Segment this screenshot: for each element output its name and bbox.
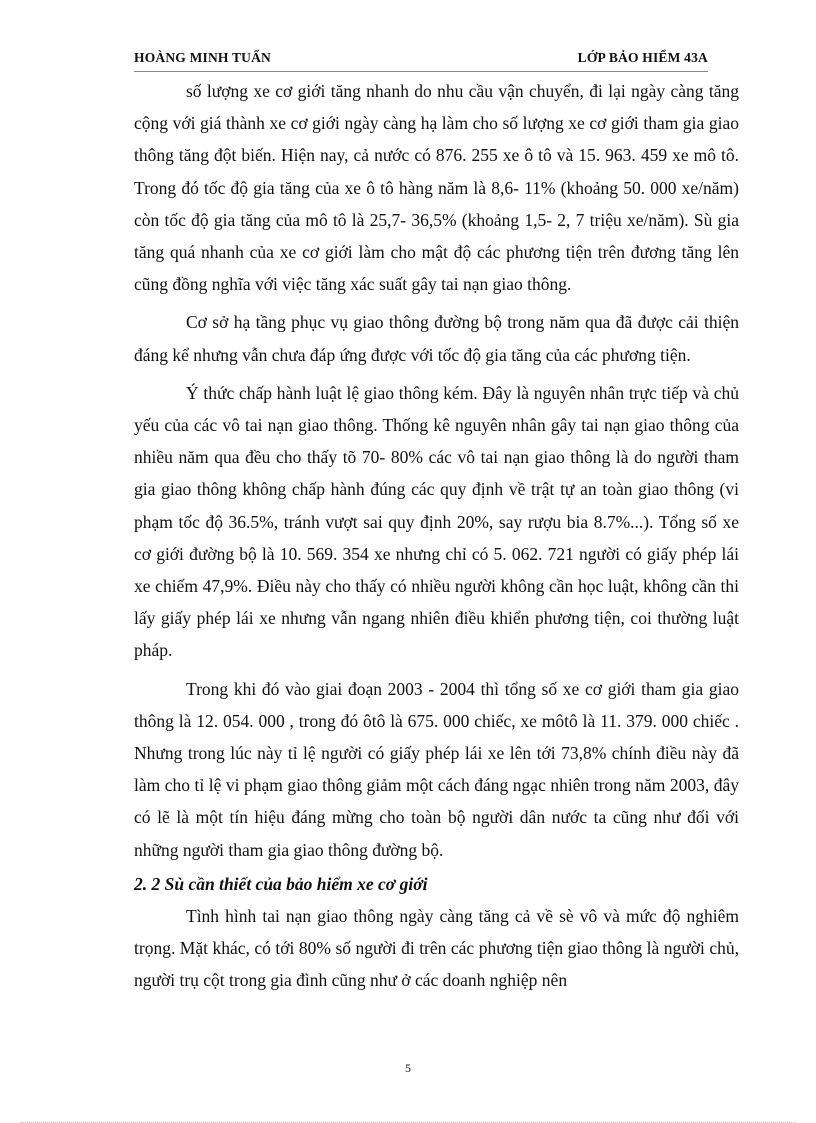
paragraph-2: Cơ sở hạ tầng phục vụ giao thông đường bộ trong năm qua đã được cải thiện đáng kể nhưng vẫn chưa đáp ứng được với tốc độ gia tăng của các phương tiện. <box>134 312 739 365</box>
header-class-label: LỚP BẢO HIỂM 43A <box>577 50 708 65</box>
header-rule <box>134 71 708 72</box>
header-author: HOÀNG MINH TUẤN <box>134 50 272 65</box>
section-heading: 2. 2 Sù cần thiết của bảo hiểm xe cơ giới <box>134 873 428 894</box>
paragraph-4: Trong khi đó vào giai đoạn 2003 - 2004 thì tổng số xe cơ giới tham gia giao thông là 12. 054. 000 , trong đó ôtô là 675. 000 chiếc, xe môtô là 11. 379. 000 chiếc . Nhưng trong lúc này tỉ lệ người có giấy phép lái xe lên tới 73,8% chính điều này đã làm cho tỉ lệ vi phạm giao thông giảm một cách đáng ngạc nhiên trong năm 2003, đây có lẽ là một tín hiệu đáng mừng cho toàn bộ người dân nước ta cũng như đối với những người tham gia giao thông đường bộ. <box>134 678 739 860</box>
page-header <box>134 50 708 66</box>
document-body <box>134 75 739 996</box>
page-number: 5 <box>405 1061 411 1075</box>
paragraph-1: số lượng xe cơ giới tăng nhanh do nhu cầu vận chuyển, đi lại ngày càng tăng cộng với giá thành xe cơ giới ngày càng hạ làm cho số lượng xe cơ giới tham gia giao thông tăng đột biến. Hiện nay, cả nước có 876. 255 xe ô tô và 15. 963. 459 xe mô tô. Trong đó tốc độ gia tăng của xe ô tô hàng năm là 8,6- 11% (khoảng 50. 000 xe/năm) còn tốc độ gia tăng của mô tô là 25,7- 36,5% (khoảng 1,5- 2, 7 triệu xe/năm). Sù gia tăng quá nhanh của xe cơ giới làm cho mật độ các phương tiện trên đương tăng lên cũng đồng nghĩa với việc tăng xác suất gây tai nạn giao thông. <box>134 81 739 295</box>
section-paragraph: Tình hình tai nạn giao thông ngày càng tăng cả về sè vô và mức độ nghiêm trọng. Mặt khác, có tới 80% số người đi trên các phương tiện giao thông là người chủ, người trụ cột trong gia đình cũng như ở các doanh nghiệp nên <box>134 905 739 991</box>
paragraph-3: Ý thức chấp hành luật lệ giao thông kém. Đây là nguyên nhân trực tiếp và chủ yếu của các vô tai nạn giao thông. Thống kê nguyên nhân gây tai nạn giao thông của nhiều năm qua đều cho thấy tõ 70- 80% các vô tai nạn giao thông là do người tham gia giao thông không chấp hành đúng các quy định về trật tự an toàn giao thông (vi phạm tốc độ 36.5%, tránh vượt sai quy định 20%, say rượu bia 8.7%...). Tổng số xe cơ giới đường bộ là 10. 569. 354 xe nhưng chỉ có 5. 062. 721 người có giấy phép lái xe chiếm 47,9%. Điều này cho thấy có nhiều người không cần học luật, không cần thi lấy giấy phép lái xe nhưng vẫn ngang nhiên điều khiển phương tiện, coi thường luật pháp. <box>134 382 739 661</box>
